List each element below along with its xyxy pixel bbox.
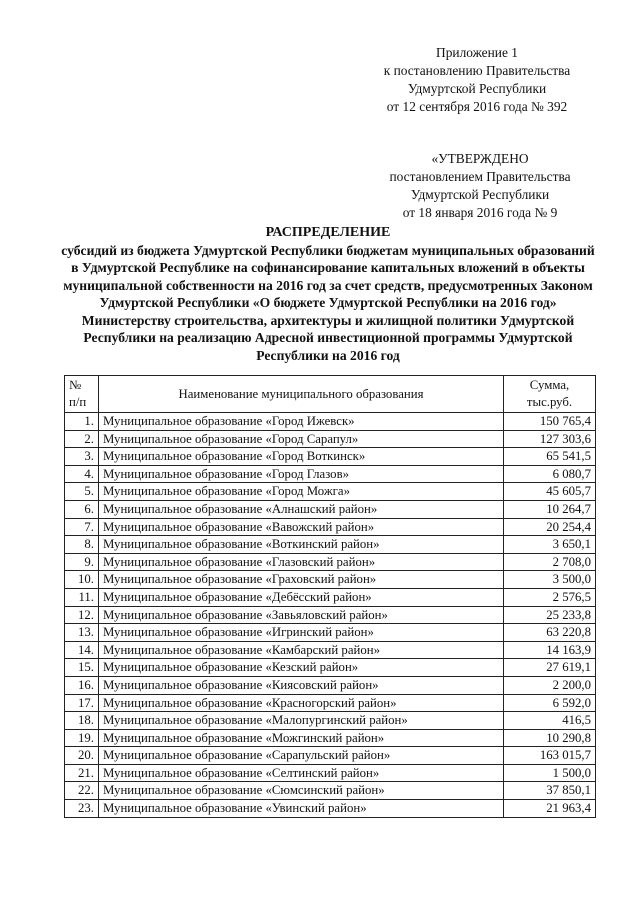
approved-line-3: Удмуртской Республики — [410, 187, 550, 202]
cell-name: Муниципальное образование «Город Ижевск» — [99, 413, 504, 431]
table-row — [65, 430, 596, 448]
approved-line-4: от 18 января 2016 года № 9 — [402, 205, 558, 220]
header-num: № п/п — [65, 376, 99, 413]
appendix-block — [362, 44, 592, 116]
appendix-line-1: Приложение 1 — [436, 45, 518, 60]
cell-num: 9. — [65, 553, 99, 571]
cell-sum: 3 500,0 — [504, 571, 596, 589]
cell-num: 14. — [65, 641, 99, 659]
table-row — [65, 712, 596, 730]
table-row — [65, 729, 596, 747]
cell-name: Муниципальное образование «Вавожский район» — [99, 518, 504, 536]
cell-sum: 21 963,4 — [504, 800, 596, 818]
cell-sum: 6 592,0 — [504, 694, 596, 712]
cell-sum: 25 233,8 — [504, 606, 596, 624]
cell-num: 10. — [65, 571, 99, 589]
table-row — [65, 641, 596, 659]
table-body — [65, 413, 596, 818]
cell-sum: 127 303,6 — [504, 430, 596, 448]
table-row — [65, 413, 596, 431]
cell-num: 13. — [65, 624, 99, 642]
appendix-line-4: от 12 сентября 2016 года № 392 — [386, 99, 568, 114]
cell-num: 12. — [65, 606, 99, 624]
table-row — [65, 500, 596, 518]
cell-name: Муниципальное образование «Селтинский район» — [99, 764, 504, 782]
cell-num: 16. — [65, 676, 99, 694]
cell-sum: 2 708,0 — [504, 553, 596, 571]
cell-name: Муниципальное образование «Завьяловский район» — [99, 606, 504, 624]
cell-sum: 150 765,4 — [504, 413, 596, 431]
cell-sum: 10 264,7 — [504, 500, 596, 518]
cell-num: 2. — [65, 430, 99, 448]
cell-num: 8. — [65, 536, 99, 554]
cell-sum: 27 619,1 — [504, 659, 596, 677]
cell-num: 4. — [65, 465, 99, 483]
table-row — [65, 448, 596, 466]
cell-num: 1. — [65, 413, 99, 431]
cell-num: 6. — [65, 500, 99, 518]
table-row — [65, 624, 596, 642]
approved-block — [362, 150, 598, 222]
table-row — [65, 676, 596, 694]
appendix-line-3: Удмуртской Республики — [407, 81, 547, 96]
cell-name: Муниципальное образование «Киясовский район» — [99, 676, 504, 694]
distribution-table — [64, 375, 596, 818]
cell-num: 11. — [65, 588, 99, 606]
table-row — [65, 747, 596, 765]
cell-name: Муниципальное образование «Дебёсский район» — [99, 588, 504, 606]
table-header-row — [65, 376, 596, 413]
cell-sum: 10 290,8 — [504, 729, 596, 747]
cell-name: Муниципальное образование «Глазовский район» — [99, 553, 504, 571]
cell-num: 18. — [65, 712, 99, 730]
cell-sum: 14 163,9 — [504, 641, 596, 659]
cell-name: Муниципальное образование «Город Глазов» — [99, 465, 504, 483]
cell-num: 20. — [65, 747, 99, 765]
cell-name: Муниципальное образование «Город Воткинск» — [99, 448, 504, 466]
cell-name: Муниципальное образование «Сарапульский район» — [99, 747, 504, 765]
cell-name: Муниципальное образование «Малопургинский район» — [99, 712, 504, 730]
table-row — [65, 518, 596, 536]
cell-name: Муниципальное образование «Алнашский район» — [99, 500, 504, 518]
header-name: Наименование муниципального образования — [99, 376, 504, 413]
table-row — [65, 553, 596, 571]
cell-num: 7. — [65, 518, 99, 536]
appendix-line-2: к постановлению Правительства — [383, 63, 571, 78]
cell-sum: 3 650,1 — [504, 536, 596, 554]
cell-name: Муниципальное образование «Кезский район» — [99, 659, 504, 677]
table-row — [65, 659, 596, 677]
cell-name: Муниципальное образование «Сюмсинский район» — [99, 782, 504, 800]
table-row — [65, 483, 596, 501]
table-row — [65, 764, 596, 782]
table-row — [65, 694, 596, 712]
cell-name: Муниципальное образование «Город Сарапул» — [99, 430, 504, 448]
cell-sum: 45 605,7 — [504, 483, 596, 501]
table-row — [65, 536, 596, 554]
cell-sum: 1 500,0 — [504, 764, 596, 782]
table-row — [65, 571, 596, 589]
cell-num: 23. — [65, 800, 99, 818]
cell-name: Муниципальное образование «Камбарский район» — [99, 641, 504, 659]
cell-name: Муниципальное образование «Воткинский район» — [99, 536, 504, 554]
approved-line-2: постановлением Правительства — [389, 169, 571, 184]
table-row — [65, 465, 596, 483]
cell-num: 5. — [65, 483, 99, 501]
cell-sum: 20 254,4 — [504, 518, 596, 536]
cell-num: 15. — [65, 659, 99, 677]
cell-name: Муниципальное образование «Красногорский район» — [99, 694, 504, 712]
cell-num: 17. — [65, 694, 99, 712]
header-sum: Сумма, тыс.руб. — [504, 376, 596, 413]
cell-sum: 416,5 — [504, 712, 596, 730]
cell-name: Муниципальное образование «Город Можга» — [99, 483, 504, 501]
cell-num: 21. — [65, 764, 99, 782]
cell-num: 3. — [65, 448, 99, 466]
cell-sum: 37 850,1 — [504, 782, 596, 800]
cell-sum: 65 541,5 — [504, 448, 596, 466]
heading-title: РАСПРЕДЕЛЕНИЕ — [265, 225, 391, 240]
cell-name: Муниципальное образование «Игринский район» — [99, 624, 504, 642]
cell-name: Муниципальное образование «Граховский район» — [99, 571, 504, 589]
table-row — [65, 606, 596, 624]
cell-name: Муниципальное образование «Можгинский район» — [99, 729, 504, 747]
cell-sum: 6 080,7 — [504, 465, 596, 483]
approved-line-1: «УТВЕРЖДЕНО — [431, 151, 529, 166]
cell-name: Муниципальное образование «Увинский район» — [99, 800, 504, 818]
cell-num: 19. — [65, 729, 99, 747]
cell-sum: 163 015,7 — [504, 747, 596, 765]
table-row — [65, 782, 596, 800]
cell-sum: 2 200,0 — [504, 676, 596, 694]
cell-num: 22. — [65, 782, 99, 800]
document-heading — [60, 224, 596, 364]
cell-sum: 63 220,8 — [504, 624, 596, 642]
cell-sum: 2 576,5 — [504, 588, 596, 606]
heading-text: субсидий из бюджета Удмуртской Республики бюджетам муниципальных образований в Удмуртской Республике на софинансирование капитальных вложений в объекты муниципальной собственности на 2016 год за счет средств, предусмотренных Законом Удмуртской Республики «О бюджете Удмуртской Республики на 2016 год» Министерству строительства, архитектуры и жилищной политики Удмуртской Республики на реализацию Адресной инвестиционной программы Удмуртской Республики на 2016 год — [61, 242, 595, 363]
table-row — [65, 588, 596, 606]
table-row — [65, 800, 596, 818]
